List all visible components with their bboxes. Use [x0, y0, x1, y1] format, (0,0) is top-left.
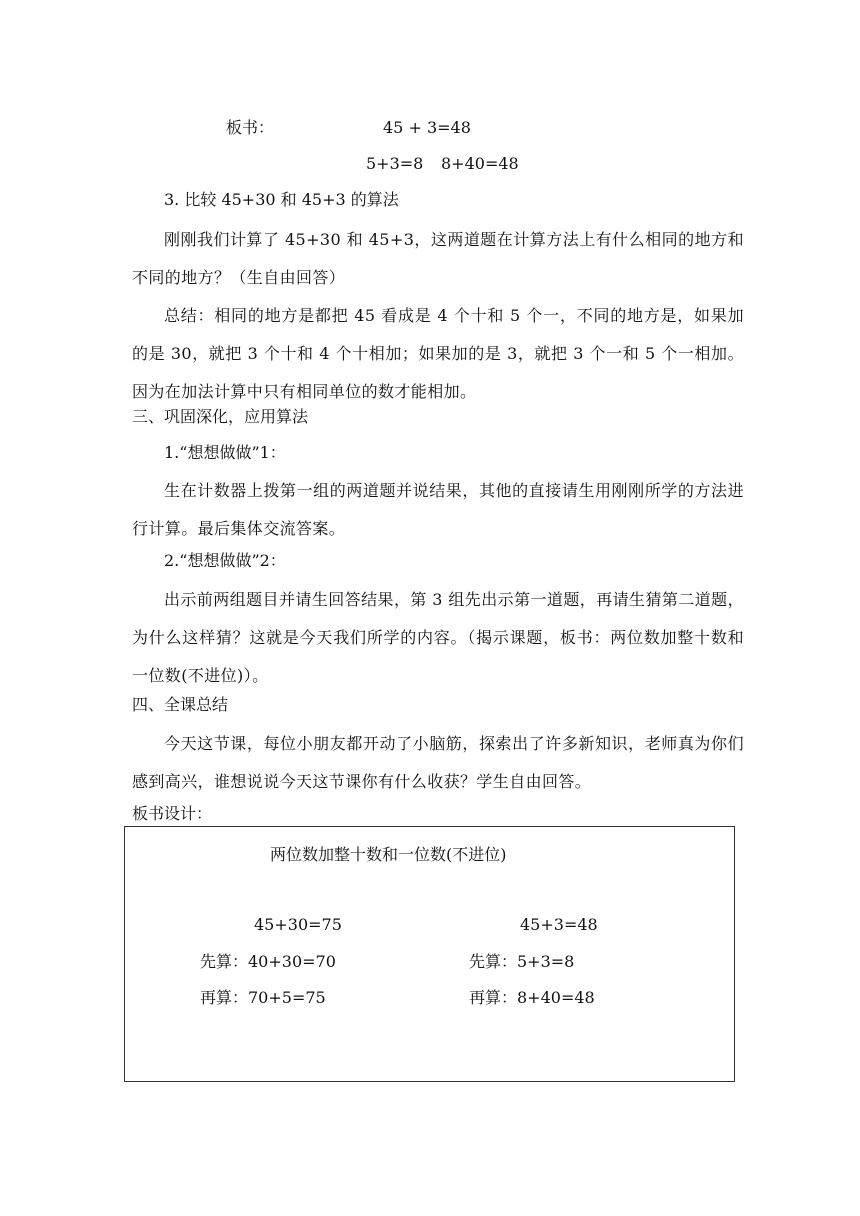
part-3-item-2-title: 2.“想想做做”2：: [164, 551, 286, 570]
board-left-equation: 45+30=75: [254, 915, 342, 934]
board-design-label: 板书设计：: [132, 804, 213, 823]
board-main-equation: 45 + 3=48: [383, 118, 471, 137]
section-3-title: 3. 比较 45+30 和 45+3 的算法: [164, 190, 399, 209]
board-design-box: [124, 826, 735, 1082]
board-step-1: 5+3=8: [366, 154, 424, 173]
part-3-item-1-title: 1.“想想做做”1：: [164, 443, 286, 462]
board-step-2: 8+40=48: [441, 154, 519, 173]
part-3-item-2-text: 出示前两组题目并请生回答结果，第 3 组先出示第一道题，再请生猜第二道题，为什么这样猜？这就是今天我们所学的内容。（揭示课题，板书：两位数加整十数和一位数(不进位)）。: [132, 590, 744, 685]
part-3-heading: 三、巩固深化，应用算法: [132, 407, 309, 426]
section-3-paragraph-1: 刚刚我们计算了 45+30 和 45+3，这两道题在计算方法上有什么相同的地方和不同的地方？（生自由回答）: [132, 230, 744, 287]
board-left-second-step: 再算：70+5=75: [200, 988, 326, 1007]
board-right-second-step: 再算：8+40=48: [469, 988, 595, 1007]
section-3-summary: 总结：相同的地方是都把 45 看成是 4 个十和 5 个一，不同的地方是，如果加的是 30，就把 3 个十和 4 个十相加；如果加的是 3，就把 3 个一和 5 个一相加。因为在加法计算中只有相同单位的数才能相加。: [132, 306, 744, 401]
board-left-first-step: 先算：40+30=70: [200, 952, 336, 971]
board-label: 板书：: [226, 118, 275, 137]
part-4-text: 今天这节课，每位小朋友都开动了小脑筋，探索出了许多新知识，老师真为你们感到高兴，谁想说说今天这节课你有什么收获？学生自由回答。: [132, 734, 744, 791]
board-right-equation: 45+3=48: [520, 915, 598, 934]
part-4-heading: 四、全课总结: [132, 695, 229, 714]
board-right-first-step: 先算：5+3=8: [469, 952, 575, 971]
board-design-title: 两位数加整十数和一位数(不进位): [270, 845, 507, 864]
part-3-item-1-text: 生在计数器上拨第一组的两道题并说结果，其他的直接请生用刚刚所学的方法进行计算。最后集体交流答案。: [132, 481, 744, 538]
